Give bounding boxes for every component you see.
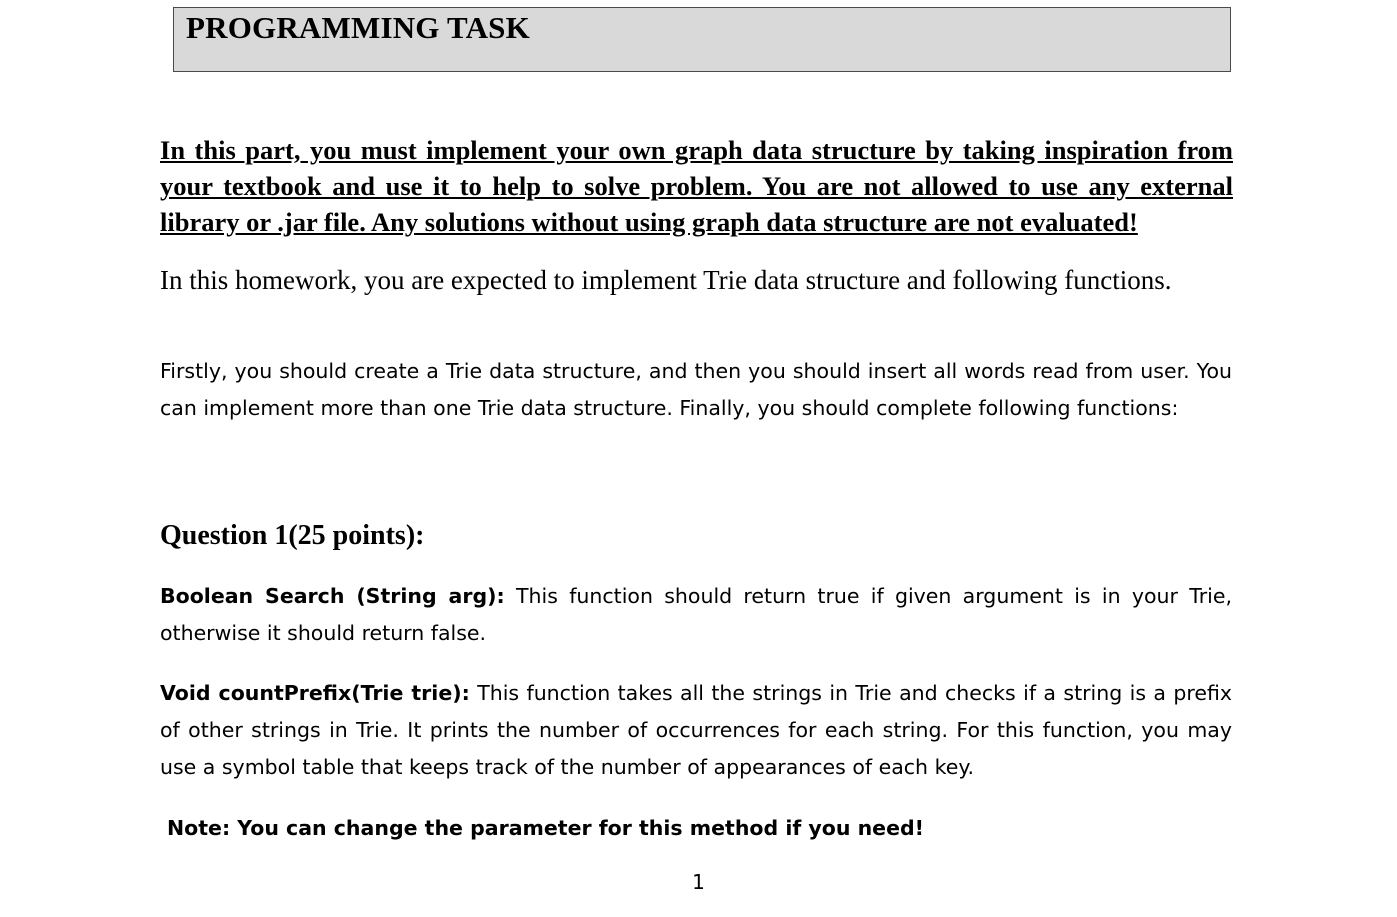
note-text: Note: You can change the parameter for this method if you need!	[167, 816, 925, 840]
instructions-paragraph: Firstly, you should create a Trie data structure, and then you should insert all words read from user. You can implement more than one Trie data structure. Finally, you should complete following functions:	[160, 359, 1232, 420]
search-function-description: This function should return true if given argument is in your Trie, otherwise it should return false.	[160, 584, 1232, 645]
count-prefix-function-description: This function takes all the strings in Trie and checks if a string is a prefix of other strings in Trie. It prints the number of occurrences for each string. For this function, you may use a symbol table that keeps track of the number of appearances of each key.	[160, 681, 1232, 779]
section-title: PROGRAMMING TASK	[186, 10, 530, 45]
warning-paragraph: In this part, you must implement your own graph data structure by taking inspiration from your textbook and use it to help to solve problem. You are not allowed to use any external library or .jar file. Any solutions without using graph data structure are not evaluated!	[160, 135, 1233, 237]
search-function-signature: Boolean Search (String arg):	[160, 584, 505, 608]
intro-paragraph: In this homework, you are expected to implement Trie data structure and following functions.	[160, 265, 1172, 295]
page-number: 1	[692, 870, 705, 894]
question-1-heading: Question 1(25 points):	[160, 520, 425, 551]
section-header-box	[173, 7, 1231, 72]
count-prefix-function-paragraph	[160, 675, 1232, 786]
count-prefix-function-signature: Void countPrefix(Trie trie):	[160, 681, 470, 705]
search-function-paragraph	[160, 578, 1232, 652]
